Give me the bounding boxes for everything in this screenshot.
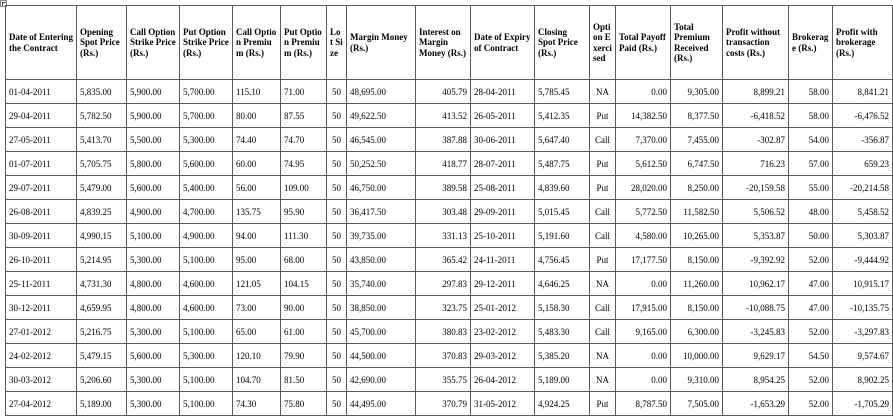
cell-put-premium: 109.00 [281, 176, 327, 200]
cell-total-premium: 7,505.00 [671, 392, 723, 416]
cell-opening-spot-price: 4,659.95 [77, 296, 127, 320]
cell-profit-without-costs: -6,418.52 [723, 104, 789, 128]
cell-call-premium: 74.40 [233, 128, 281, 152]
cell-call-premium: 135.75 [233, 200, 281, 224]
cell-date-entering: 27-05-2011 [6, 128, 77, 152]
cell-expiry-date: 28-04-2011 [471, 80, 535, 104]
cell-opening-spot-price: 5,479.00 [77, 176, 127, 200]
cell-brokerage: 50.00 [789, 224, 833, 248]
table-row [6, 104, 893, 128]
cell-option-exercised: Put [590, 176, 616, 200]
cell-call-strike-price: 4,800.00 [127, 296, 180, 320]
cell-interest-margin: 387.88 [416, 128, 471, 152]
cell-call-strike-price: 5,300.00 [127, 368, 180, 392]
cell-total-premium: 11,260.00 [671, 272, 723, 296]
cell-interest-margin: 365.42 [416, 248, 471, 272]
cell-margin-money: 38,850.00 [347, 296, 416, 320]
cell-total-premium: 9,305.00 [671, 80, 723, 104]
cell-opening-spot-price: 5,413.70 [77, 128, 127, 152]
table-row [6, 176, 893, 200]
cell-option-exercised: Put [590, 104, 616, 128]
cell-brokerage: 54.50 [789, 344, 833, 368]
cell-total-premium: 8,250.00 [671, 176, 723, 200]
cell-call-premium: 120.10 [233, 344, 281, 368]
cell-lot-size: 50 [327, 296, 347, 320]
cell-put-strike-price: 5,300.00 [180, 128, 233, 152]
cell-expiry-date: 29-03-2012 [471, 344, 535, 368]
cell-total-premium: 8,150.00 [671, 296, 723, 320]
cell-call-strike-price: 5,800.00 [127, 152, 180, 176]
header-profit-with-brokerage: Profit with brokerage (Rs.) [833, 6, 893, 80]
cell-expiry-date: 28-07-2011 [471, 152, 535, 176]
cell-opening-spot-price: 5,214.95 [77, 248, 127, 272]
cell-total-payoff: 0.00 [616, 272, 671, 296]
cell-profit-without-costs: -3,245.83 [723, 320, 789, 344]
cell-call-strike-price: 5,300.00 [127, 392, 180, 416]
header-lot-size: Lot Size [327, 6, 347, 80]
cell-opening-spot-price: 4,990.15 [77, 224, 127, 248]
cell-total-premium: 9,310.00 [671, 368, 723, 392]
cell-closing-spot-price: 5,189.00 [535, 368, 590, 392]
table-row [6, 272, 893, 296]
cell-lot-size: 50 [327, 152, 347, 176]
cell-brokerage: 54.00 [789, 128, 833, 152]
cell-expiry-date: 24-11-2011 [471, 248, 535, 272]
cell-interest-margin: 323.75 [416, 296, 471, 320]
cell-call-strike-price: 5,500.00 [127, 128, 180, 152]
table-row [6, 152, 893, 176]
cell-expiry-date: 25-01-2012 [471, 296, 535, 320]
cell-interest-margin: 380.83 [416, 320, 471, 344]
header-total-premium: Total Premium Received (Rs.) [671, 6, 723, 80]
cell-date-entering: 26-10-2011 [6, 248, 77, 272]
cell-total-payoff: 9,165.00 [616, 320, 671, 344]
cell-margin-money: 45,700.00 [347, 320, 416, 344]
cell-profit-with-brokerage: -10,135.75 [833, 296, 893, 320]
cell-profit-with-brokerage: -9,444.92 [833, 248, 893, 272]
cell-lot-size: 50 [327, 176, 347, 200]
cell-closing-spot-price: 5,483.30 [535, 320, 590, 344]
cell-margin-money: 48,695.00 [347, 80, 416, 104]
cell-brokerage: 52.00 [789, 368, 833, 392]
cell-call-strike-price: 4,900.00 [127, 200, 180, 224]
cell-closing-spot-price: 4,646.25 [535, 272, 590, 296]
cell-profit-with-brokerage: -1,705.29 [833, 392, 893, 416]
cell-interest-margin: 389.58 [416, 176, 471, 200]
cell-call-premium: 115.10 [233, 80, 281, 104]
cell-profit-with-brokerage: -20,214.58 [833, 176, 893, 200]
cell-profit-without-costs: -10,088.75 [723, 296, 789, 320]
cell-put-premium: 90.00 [281, 296, 327, 320]
cell-put-strike-price: 5,700.00 [180, 104, 233, 128]
table-row [6, 224, 893, 248]
cell-put-premium: 71.00 [281, 80, 327, 104]
cell-option-exercised: Put [590, 392, 616, 416]
cell-lot-size: 50 [327, 104, 347, 128]
cell-put-strike-price: 4,600.00 [180, 296, 233, 320]
cell-lot-size: 50 [327, 128, 347, 152]
header-total-payoff: Total Payoff Paid (Rs.) [616, 6, 671, 80]
header-opening-spot-price: Opening Spot Price (Rs.) [77, 6, 127, 80]
cell-lot-size: 50 [327, 224, 347, 248]
cell-profit-with-brokerage: -6,476.52 [833, 104, 893, 128]
header-closing-spot-price: Closing Spot Price (Rs.) [535, 6, 590, 80]
cell-margin-money: 35,740.00 [347, 272, 416, 296]
cell-date-entering: 25-11-2011 [6, 272, 77, 296]
cell-profit-without-costs: 9,629.17 [723, 344, 789, 368]
cell-brokerage: 47.00 [789, 272, 833, 296]
cell-profit-with-brokerage: -3,297.83 [833, 320, 893, 344]
cell-call-premium: 80.00 [233, 104, 281, 128]
cell-call-strike-price: 4,800.00 [127, 272, 180, 296]
cell-lot-size: 50 [327, 80, 347, 104]
cell-profit-without-costs: 716.23 [723, 152, 789, 176]
cell-put-strike-price: 4,600.00 [180, 272, 233, 296]
cell-brokerage: 47.00 [789, 296, 833, 320]
cell-option-exercised: Call [590, 320, 616, 344]
cell-option-exercised: NA [590, 272, 616, 296]
cell-profit-with-brokerage: 8,841.21 [833, 80, 893, 104]
cell-interest-margin: 355.75 [416, 368, 471, 392]
cell-call-strike-price: 5,600.00 [127, 176, 180, 200]
table-row [6, 80, 893, 104]
cell-option-exercised: NA [590, 80, 616, 104]
cell-total-premium: 7,455.00 [671, 128, 723, 152]
cell-profit-with-brokerage: 659.23 [833, 152, 893, 176]
header-margin-money: Margin Money (Rs.) [347, 6, 416, 80]
cell-profit-with-brokerage: 5,303.87 [833, 224, 893, 248]
cell-date-entering: 26-08-2011 [6, 200, 77, 224]
cell-closing-spot-price: 5,412.35 [535, 104, 590, 128]
cell-expiry-date: 23-02-2012 [471, 320, 535, 344]
cell-margin-money: 36,417.50 [347, 200, 416, 224]
cell-expiry-date: 29-09-2011 [471, 200, 535, 224]
cell-margin-money: 44,495.00 [347, 392, 416, 416]
cell-put-premium: 111.30 [281, 224, 327, 248]
cell-call-premium: 104.70 [233, 368, 281, 392]
header-call-premium: Call Option Premium (Rs.) [233, 6, 281, 80]
cell-call-premium: 121.05 [233, 272, 281, 296]
cell-expiry-date: 30-06-2011 [471, 128, 535, 152]
cell-total-premium: 10,265.00 [671, 224, 723, 248]
cell-lot-size: 50 [327, 320, 347, 344]
cell-profit-without-costs: 10,962.17 [723, 272, 789, 296]
cell-lot-size: 50 [327, 392, 347, 416]
cell-date-entering: 24-02-2012 [6, 344, 77, 368]
table-row [6, 368, 893, 392]
cell-interest-margin: 370.83 [416, 344, 471, 368]
cell-expiry-date: 26-05-2011 [471, 104, 535, 128]
cell-total-payoff: 7,370.00 [616, 128, 671, 152]
cell-option-exercised: Call [590, 224, 616, 248]
cell-total-premium: 8,377.50 [671, 104, 723, 128]
cell-total-payoff: 5,772.50 [616, 200, 671, 224]
cell-brokerage: 52.00 [789, 320, 833, 344]
cell-margin-money: 49,622.50 [347, 104, 416, 128]
cell-date-entering: 30-12-2011 [6, 296, 77, 320]
cell-expiry-date: 25-08-2011 [471, 176, 535, 200]
cell-date-entering: 30-03-2012 [6, 368, 77, 392]
cell-closing-spot-price: 4,924.25 [535, 392, 590, 416]
cell-opening-spot-price: 5,705.75 [77, 152, 127, 176]
cell-opening-spot-price: 5,782.50 [77, 104, 127, 128]
cell-margin-money: 42,690.00 [347, 368, 416, 392]
cell-profit-without-costs: -9,392.92 [723, 248, 789, 272]
header-call-strike-price: Call Option Strike Price (Rs.) [127, 6, 180, 80]
cell-profit-with-brokerage: -356.87 [833, 128, 893, 152]
cell-closing-spot-price: 5,785.45 [535, 80, 590, 104]
cell-call-strike-price: 5,100.00 [127, 224, 180, 248]
header-expiry-date: Date of Expiry of Contract [471, 6, 535, 80]
cell-closing-spot-price: 5,158.30 [535, 296, 590, 320]
cell-put-strike-price: 5,100.00 [180, 320, 233, 344]
header-profit-without-costs: Profit without transaction costs (Rs.) [723, 6, 789, 80]
table-row [6, 320, 893, 344]
cell-call-premium: 95.00 [233, 248, 281, 272]
cell-total-payoff: 0.00 [616, 368, 671, 392]
cell-opening-spot-price: 5,216.75 [77, 320, 127, 344]
cell-call-premium: 60.00 [233, 152, 281, 176]
cell-total-premium: 6,747.50 [671, 152, 723, 176]
table-row [6, 344, 893, 368]
cell-call-premium: 56.00 [233, 176, 281, 200]
cell-interest-margin: 405.79 [416, 80, 471, 104]
table-row [6, 128, 893, 152]
cell-opening-spot-price: 5,206.60 [77, 368, 127, 392]
header-brokerage: Brokerage (Rs.) [789, 6, 833, 80]
cell-total-payoff: 8,787.50 [616, 392, 671, 416]
cell-put-strike-price: 5,100.00 [180, 248, 233, 272]
cell-total-premium: 6,300.00 [671, 320, 723, 344]
cell-profit-with-brokerage: 10,915.17 [833, 272, 893, 296]
cell-margin-money: 46,750.00 [347, 176, 416, 200]
cell-brokerage: 52.00 [789, 248, 833, 272]
cell-call-premium: 73.00 [233, 296, 281, 320]
cell-total-payoff: 5,612.50 [616, 152, 671, 176]
cell-date-entering: 29-07-2011 [6, 176, 77, 200]
cell-call-strike-price: 5,900.00 [127, 104, 180, 128]
cell-put-premium: 104.15 [281, 272, 327, 296]
cell-call-strike-price: 5,900.00 [127, 80, 180, 104]
cell-closing-spot-price: 5,487.75 [535, 152, 590, 176]
table-row [6, 392, 893, 416]
cell-total-payoff: 0.00 [616, 80, 671, 104]
cell-put-strike-price: 4,900.00 [180, 224, 233, 248]
cell-margin-money: 44,500.00 [347, 344, 416, 368]
cell-put-premium: 61.00 [281, 320, 327, 344]
cell-put-premium: 87.55 [281, 104, 327, 128]
cell-date-entering: 27-04-2012 [6, 392, 77, 416]
cell-put-premium: 95.90 [281, 200, 327, 224]
cell-option-exercised: Call [590, 296, 616, 320]
cell-total-payoff: 17,915.00 [616, 296, 671, 320]
table-row [6, 248, 893, 272]
cell-closing-spot-price: 4,839.60 [535, 176, 590, 200]
cell-profit-with-brokerage: 5,458.52 [833, 200, 893, 224]
cell-date-entering: 29-04-2011 [6, 104, 77, 128]
cell-expiry-date: 31-05-2012 [471, 392, 535, 416]
header-row [6, 6, 893, 80]
cell-profit-without-costs: 8,954.25 [723, 368, 789, 392]
cell-opening-spot-price: 5,835.00 [77, 80, 127, 104]
cell-expiry-date: 29-12-2011 [471, 272, 535, 296]
cell-option-exercised: Call [590, 200, 616, 224]
cell-put-strike-price: 5,300.00 [180, 344, 233, 368]
cell-call-premium: 65.00 [233, 320, 281, 344]
header-put-premium: Put Option Premium (Rs.) [281, 6, 327, 80]
cell-margin-money: 46,545.00 [347, 128, 416, 152]
cell-profit-without-costs: 5,506.52 [723, 200, 789, 224]
cell-option-exercised: Put [590, 248, 616, 272]
cell-put-premium: 79.90 [281, 344, 327, 368]
cell-call-premium: 74.30 [233, 392, 281, 416]
cell-brokerage: 52.00 [789, 392, 833, 416]
cell-opening-spot-price: 4,731.30 [77, 272, 127, 296]
options-strategy-table [5, 5, 893, 416]
cell-margin-money: 43,850.00 [347, 248, 416, 272]
cell-call-strike-price: 5,300.00 [127, 248, 180, 272]
cell-margin-money: 50,252.50 [347, 152, 416, 176]
cell-opening-spot-price: 5,479.15 [77, 344, 127, 368]
cell-date-entering: 27-01-2012 [6, 320, 77, 344]
cell-date-entering: 30-09-2011 [6, 224, 77, 248]
cell-profit-without-costs: -1,653.29 [723, 392, 789, 416]
cell-interest-margin: 331.13 [416, 224, 471, 248]
cell-profit-without-costs: 5,353.87 [723, 224, 789, 248]
cell-profit-without-costs: -302.87 [723, 128, 789, 152]
cell-closing-spot-price: 5,191.60 [535, 224, 590, 248]
cell-closing-spot-price: 4,756.45 [535, 248, 590, 272]
header-option-exercised: Option Exercised [590, 6, 616, 80]
cell-put-premium: 68.00 [281, 248, 327, 272]
cell-profit-without-costs: 8,899.21 [723, 80, 789, 104]
cell-closing-spot-price: 5,385.20 [535, 344, 590, 368]
cell-date-entering: 01-07-2011 [6, 152, 77, 176]
cell-put-strike-price: 5,400.00 [180, 176, 233, 200]
cell-put-premium: 74.95 [281, 152, 327, 176]
cell-interest-margin: 297.83 [416, 272, 471, 296]
cell-closing-spot-price: 5,647.40 [535, 128, 590, 152]
cell-interest-margin: 413.52 [416, 104, 471, 128]
cell-interest-margin: 370.79 [416, 392, 471, 416]
cell-total-payoff: 17,177.50 [616, 248, 671, 272]
cell-profit-with-brokerage: 8,902.25 [833, 368, 893, 392]
cell-put-strike-price: 5,600.00 [180, 152, 233, 176]
cell-put-strike-price: 4,700.00 [180, 200, 233, 224]
cell-put-strike-price: 5,100.00 [180, 368, 233, 392]
header-put-strike-price: Put Option Strike Price (Rs.) [180, 6, 233, 80]
cell-margin-money: 39,735.00 [347, 224, 416, 248]
cell-call-premium: 94.00 [233, 224, 281, 248]
cell-total-premium: 8,150.00 [671, 248, 723, 272]
cell-total-premium: 11,582.50 [671, 200, 723, 224]
cell-lot-size: 50 [327, 272, 347, 296]
cell-put-strike-price: 5,100.00 [180, 392, 233, 416]
cell-opening-spot-price: 4,839.25 [77, 200, 127, 224]
cell-opening-spot-price: 5,189.00 [77, 392, 127, 416]
cell-total-payoff: 4,580.00 [616, 224, 671, 248]
cell-profit-without-costs: -20,159.58 [723, 176, 789, 200]
cell-put-premium: 81.50 [281, 368, 327, 392]
cell-expiry-date: 25-10-2011 [471, 224, 535, 248]
cell-date-entering: 01-04-2011 [6, 80, 77, 104]
cell-brokerage: 55.00 [789, 176, 833, 200]
cell-option-exercised: Put [590, 152, 616, 176]
cell-interest-margin: 418.77 [416, 152, 471, 176]
cell-brokerage: 48.00 [789, 200, 833, 224]
cell-interest-margin: 303.48 [416, 200, 471, 224]
cell-brokerage: 58.00 [789, 104, 833, 128]
cell-total-payoff: 0.00 [616, 344, 671, 368]
cell-lot-size: 50 [327, 368, 347, 392]
cell-total-payoff: 28,020.00 [616, 176, 671, 200]
table-body [6, 80, 893, 416]
header-interest-margin: Interest on Margin Money (Rs.) [416, 6, 471, 80]
cell-lot-size: 50 [327, 344, 347, 368]
cell-option-exercised: NA [590, 344, 616, 368]
cell-total-premium: 10,000.00 [671, 344, 723, 368]
header-date-entering: Date of Entering the Contract [6, 6, 77, 80]
cell-lot-size: 50 [327, 248, 347, 272]
cell-closing-spot-price: 5,015.45 [535, 200, 590, 224]
cell-put-premium: 75.80 [281, 392, 327, 416]
cell-total-payoff: 14,382.50 [616, 104, 671, 128]
cell-lot-size: 50 [327, 200, 347, 224]
cell-brokerage: 57.00 [789, 152, 833, 176]
cell-call-strike-price: 5,600.00 [127, 344, 180, 368]
table-row [6, 200, 893, 224]
cell-brokerage: 58.00 [789, 80, 833, 104]
cell-put-strike-price: 5,700.00 [180, 80, 233, 104]
cell-option-exercised: Call [590, 128, 616, 152]
cell-expiry-date: 26-04-2012 [471, 368, 535, 392]
cell-option-exercised: NA [590, 368, 616, 392]
table-row [6, 296, 893, 320]
cell-call-strike-price: 5,300.00 [127, 320, 180, 344]
cell-put-premium: 74.70 [281, 128, 327, 152]
cell-profit-with-brokerage: 9,574.67 [833, 344, 893, 368]
